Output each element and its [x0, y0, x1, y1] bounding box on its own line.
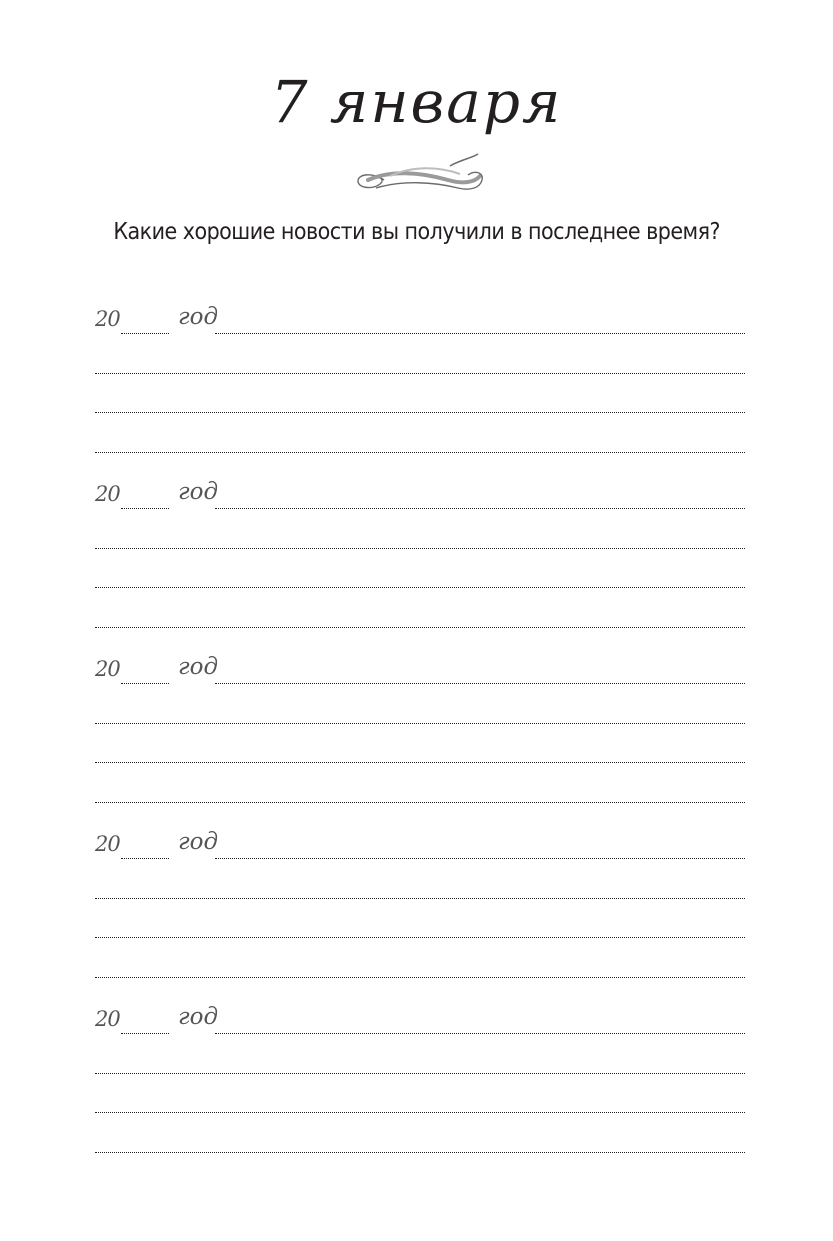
- year-input-line[interactable]: [121, 508, 169, 509]
- entry-line[interactable]: [95, 937, 745, 938]
- entry-header: [95, 656, 745, 686]
- entry-line[interactable]: [95, 548, 745, 549]
- entry-header: [95, 831, 745, 861]
- journal-entry: [95, 306, 745, 446]
- journal-entry: [95, 481, 745, 621]
- year-word: год: [178, 654, 219, 680]
- year-prefix: 20: [95, 657, 120, 681]
- year-prefix: 20: [95, 832, 120, 856]
- entry-header: [95, 1006, 745, 1036]
- entry-line[interactable]: [95, 587, 745, 588]
- year-prefix: 20: [95, 482, 120, 506]
- year-word: год: [178, 829, 219, 855]
- entry-first-line[interactable]: [215, 508, 745, 509]
- journal-entry: [95, 831, 745, 971]
- entry-line[interactable]: [95, 1112, 745, 1113]
- year-word: год: [178, 479, 219, 505]
- entry-line[interactable]: [95, 1073, 745, 1074]
- entry-header: [95, 306, 745, 336]
- year-prefix: 20: [95, 1007, 120, 1031]
- entry-line[interactable]: [95, 627, 745, 628]
- year-word: год: [178, 1004, 219, 1030]
- year-input-line[interactable]: [121, 1033, 169, 1034]
- year-input-line[interactable]: [121, 858, 169, 859]
- decorative-flourish-icon: [350, 150, 490, 196]
- year-input-line[interactable]: [121, 683, 169, 684]
- entry-line[interactable]: [95, 977, 745, 978]
- entry-line[interactable]: [95, 762, 745, 763]
- entry-line[interactable]: [95, 412, 745, 413]
- entry-first-line[interactable]: [215, 683, 745, 684]
- question-prompt: Какие хорошие новости вы получили в последнее время?: [113, 219, 720, 245]
- entry-line[interactable]: [95, 723, 745, 724]
- year-prefix: 20: [95, 307, 120, 331]
- entry-first-line[interactable]: [215, 1033, 745, 1034]
- entry-first-line[interactable]: [215, 333, 745, 334]
- entry-line[interactable]: [95, 802, 745, 803]
- entry-header: [95, 481, 745, 511]
- entry-line[interactable]: [95, 452, 745, 453]
- entry-line[interactable]: [95, 898, 745, 899]
- year-input-line[interactable]: [121, 333, 169, 334]
- year-word: год: [178, 304, 219, 330]
- journal-entry: [95, 656, 745, 796]
- journal-entry: [95, 1006, 745, 1146]
- page-title: 7 января: [270, 68, 563, 136]
- entry-line[interactable]: [95, 373, 745, 374]
- entry-first-line[interactable]: [215, 858, 745, 859]
- entry-line[interactable]: [95, 1152, 745, 1153]
